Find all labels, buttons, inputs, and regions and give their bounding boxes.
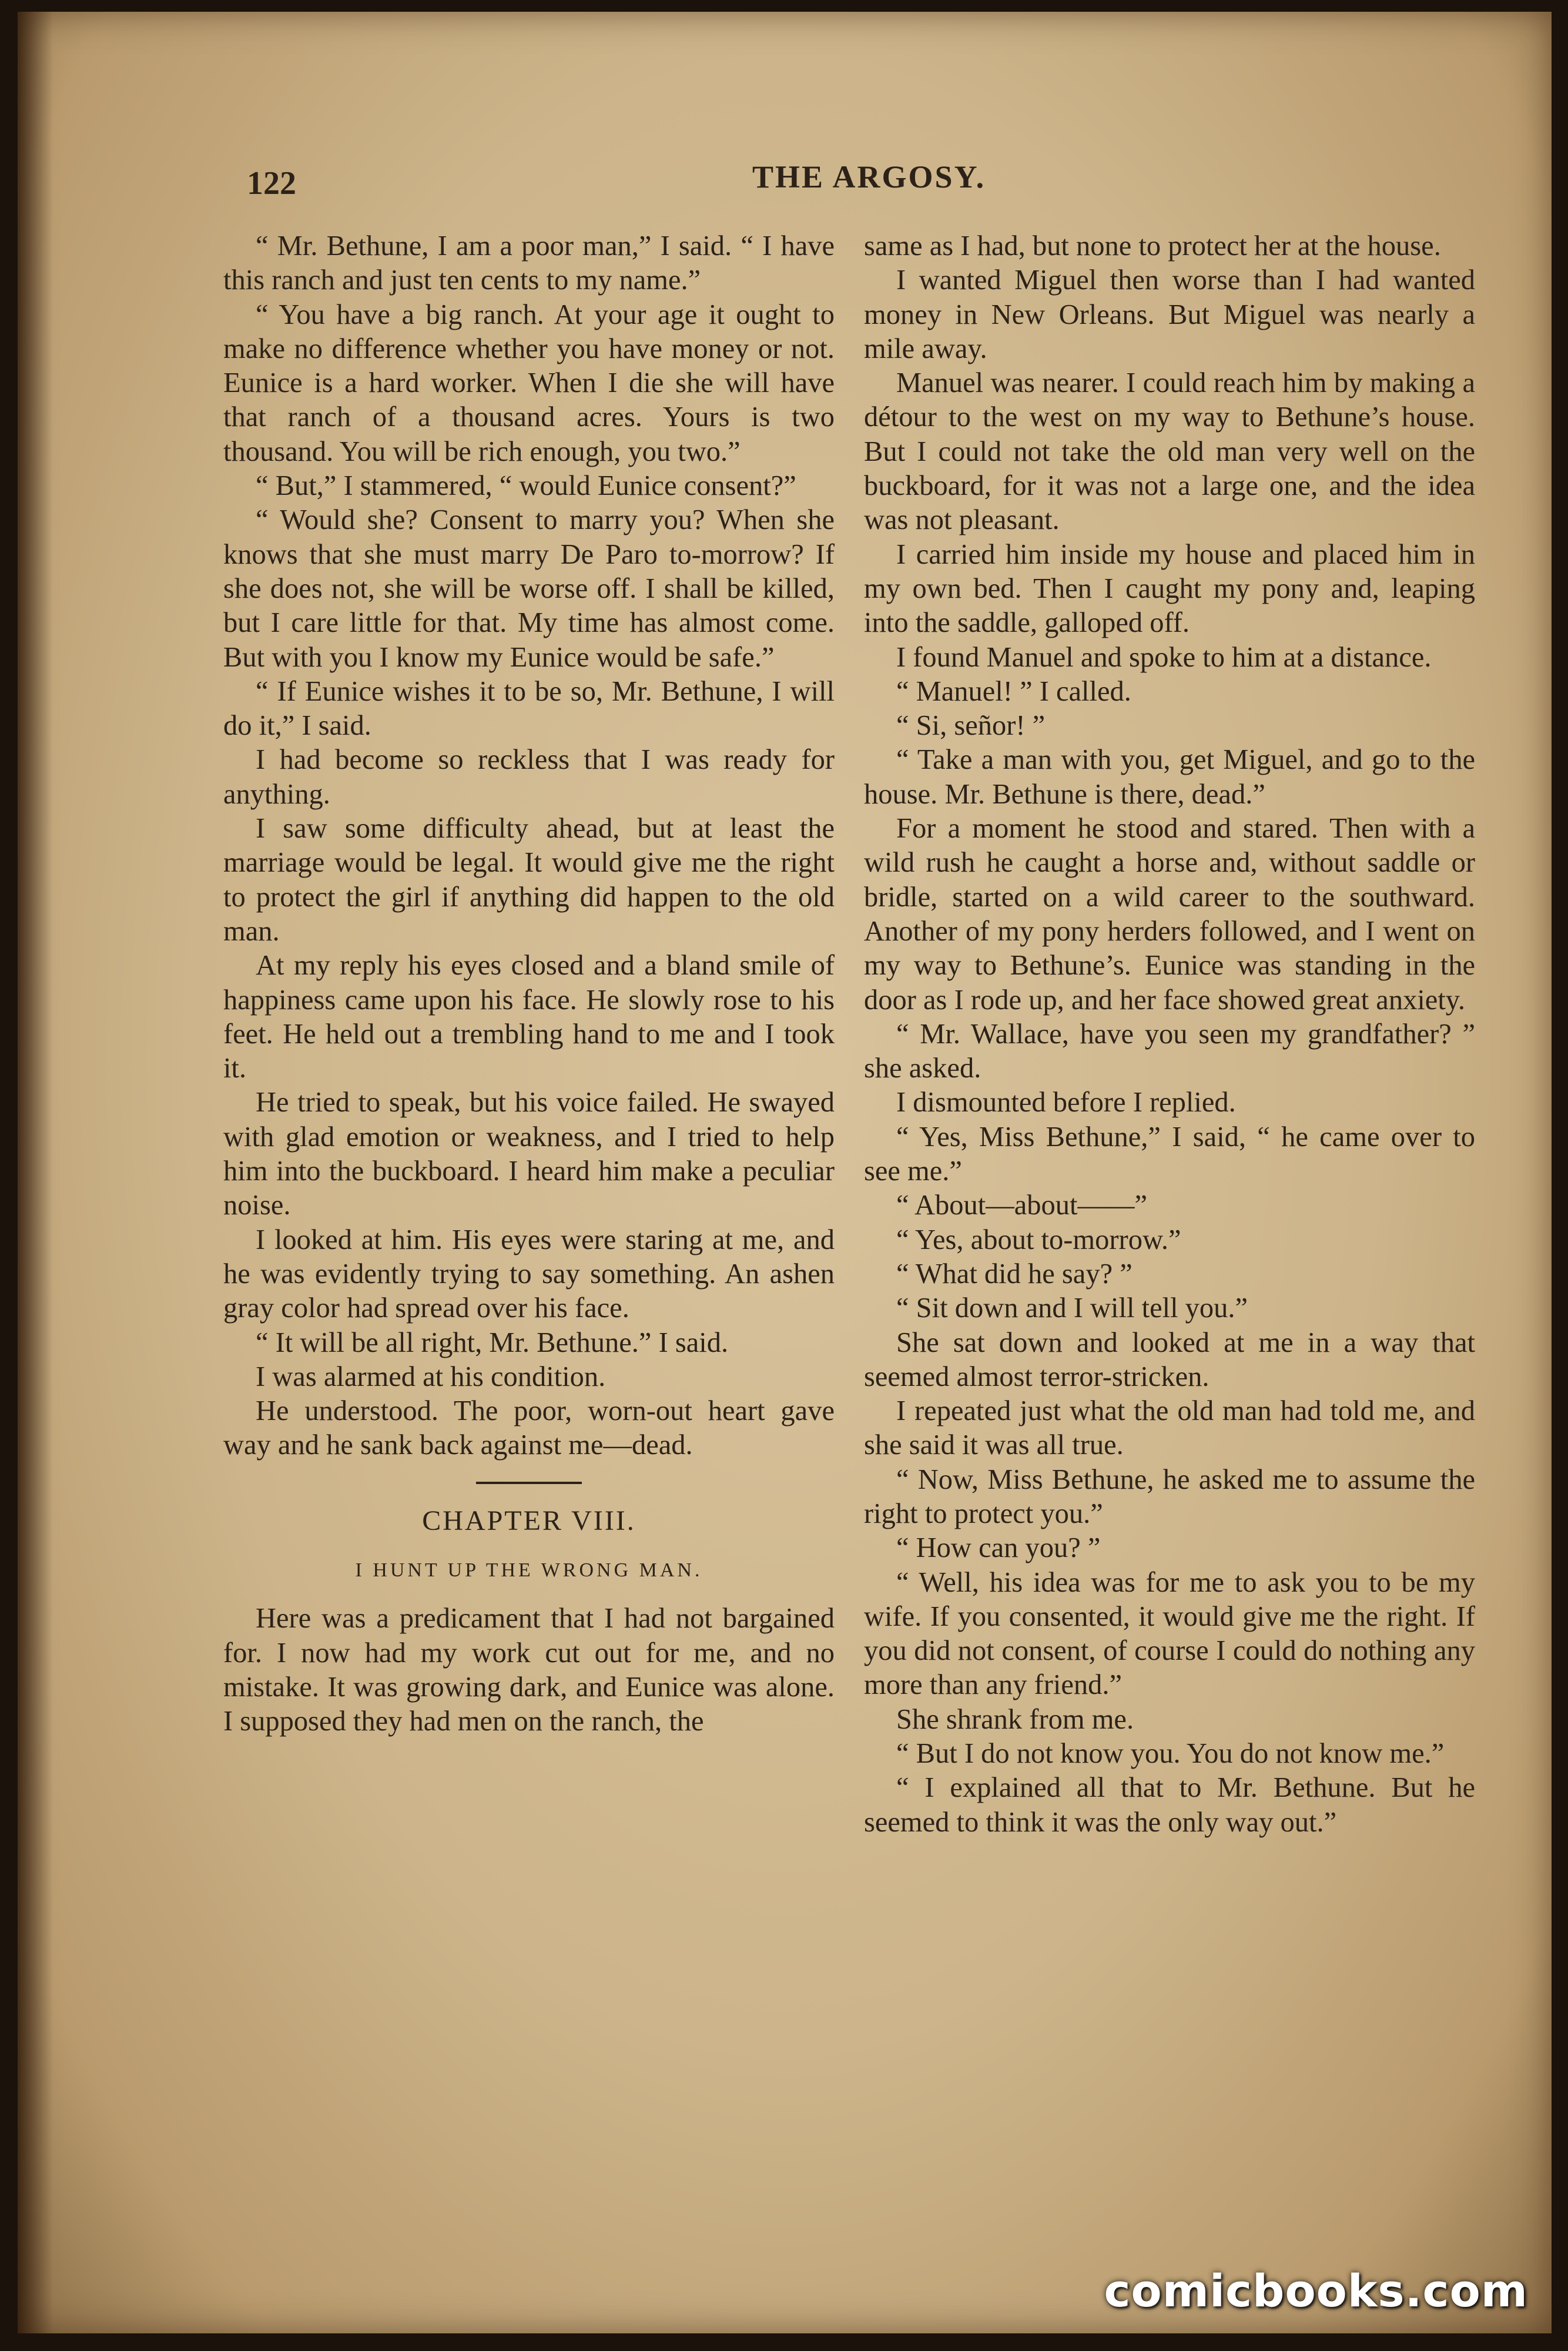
paragraph: “ It will be all right, Mr. Bethune.” I said. [256, 1327, 729, 1358]
paragraph: “ How can you? ” [896, 1532, 1101, 1564]
paragraph: She sat down and looked at me in a way that seemed almost terror-stricken. [864, 1327, 1475, 1392]
paragraph: “ Manuel! ” I called. [896, 675, 1131, 707]
page-number: 122 [247, 165, 296, 202]
paragraph: “ Now, Miss Bethune, he asked me to assume the right to protect you.” [864, 1463, 1475, 1529]
paragraph: “ Yes, Miss Bethune,” I said, “ he came over to see me.” [864, 1121, 1475, 1187]
paragraph: “ Si, señor! ” [896, 710, 1046, 742]
paragraph: “ Sit down and I will tell you.” [896, 1292, 1248, 1324]
paragraph: I had become so reckless that I was ready for anything. [223, 744, 835, 810]
paragraph: “ Would she? Consent to marry you? When she knows that she must marry De Paro to-morrow? If she does not, she will be worse off. I shall be killed, but I care little for that. My time has almost come. But with you I know my Eunice would be safe.” [223, 504, 835, 673]
paragraph: Here was a predicament that I had not bargained for. I now had my work cut out for me, and no mistake. It was growing dark, and Eunice was alone. I supposed they had men on the ranch, the [223, 1603, 835, 1737]
paragraph: “ Take a man with you, get Miguel, and go to the house. Mr. Bethune is there, dead.” [864, 744, 1475, 810]
chapter-title: CHAPTER VIII. [422, 1505, 636, 1536]
paragraph: He tried to speak, but his voice failed. He swayed with glad emotion or weakness, and I tried to help him into the buckboard. I heard him make a peculiar noise. [223, 1087, 835, 1221]
right-column [864, 229, 1475, 1840]
paragraph: I wanted Miguel then worse than I had wanted money in New Orleans. But Miguel was nearly a mile away. [864, 264, 1475, 364]
paragraph: I looked at him. His eyes were staring at me, and he was evidently trying to say something. An ashen gray color had spread over his face. [223, 1224, 835, 1324]
paragraph: “ Mr. Bethune, I am a poor man,” I said. “ I have this ranch and just ten cents to my name.” [223, 230, 835, 296]
chapter-subtitle: I HUNT UP THE WRONG MAN. [355, 1559, 703, 1581]
paragraph: “ Well, his idea was for me to ask you to be my wife. If you consented, it would give me the right. If you did not consent, of course I could do nothing any more than any friend.” [864, 1566, 1475, 1701]
paragraph: “ You have a big ranch. At your age it ought to make no difference whether you have money or not. Eunice is a hard worker. When I die she will have that ranch of a thousand acres. Yours is two thousand. You will be rich enough, you two.” [223, 299, 835, 467]
paragraph: “ I explained all that to Mr. Bethune. But he seemed to think it was the only way out.” [864, 1772, 1475, 1838]
paragraph: “ If Eunice wishes it to be so, Mr. Bethune, I will do it,” I said. [223, 675, 835, 742]
paragraph: Manuel was nearer. I could reach him by making a détour to the west on my way to Bethune’s house. But I could not take the old man very well on the buckboard, for it was not a large one, and the idea was not pleasant. [864, 367, 1475, 536]
paragraph: I saw some difficulty ahead, but at least the marriage would be legal. It would give me the right to protect the girl if anything did happen to the old man. [223, 813, 835, 947]
paragraph: I carried him inside my house and placed him in my own bed. Then I caught my pony and, leaping into the saddle, galloped off. [864, 538, 1475, 639]
paragraph: “ About—about——” [896, 1190, 1148, 1221]
paragraph: “ Mr. Wallace, have you seen my grandfather? ” she asked. [864, 1018, 1475, 1084]
spine-shadow [18, 12, 53, 2333]
page-header [223, 153, 1493, 212]
paragraph: “ What did he say? ” [896, 1258, 1133, 1290]
paragraph: She shrank from me. [896, 1703, 1134, 1735]
paragraph: I repeated just what the old man had told me, and she said it was all true. [864, 1395, 1475, 1461]
magazine-page [18, 12, 1552, 2333]
left-column [223, 229, 835, 1739]
paragraph: At my reply his eyes closed and a bland smile of happiness came upon his face. He slowly rose to his feet. He held out a trembling hand to me and I took it. [223, 950, 835, 1084]
paragraph: I was alarmed at his condition. [256, 1361, 606, 1392]
paragraph: “ But I do not know you. You do not know me.” [896, 1738, 1445, 1770]
paragraph: “ But,” I stammered, “ would Eunice consent?” [256, 470, 796, 502]
running-title: THE ARGOSY. [752, 159, 986, 195]
paragraph: same as I had, but none to protect her at the house. [864, 230, 1441, 262]
paragraph: “ Yes, about to-morrow.” [896, 1224, 1181, 1255]
watermark: comicbooks.com [1104, 2265, 1528, 2317]
paragraph: He understood. The poor, worn-out heart gave way and he sank back against me—dead. [223, 1395, 835, 1461]
paragraph: I dismounted before I replied. [896, 1087, 1236, 1118]
paragraph: I found Manuel and spoke to him at a distance. [896, 641, 1432, 673]
chapter-divider [476, 1482, 582, 1484]
paragraph: For a moment he stood and stared. Then with a wild rush he caught a horse and, without saddle or bridle, started on a wild career to the southward. Another of my pony herders followed, and I went on my way to Bethune’s. Eunice was standing in the door as I rode up, and her face showed great anxiety. [864, 813, 1475, 1016]
